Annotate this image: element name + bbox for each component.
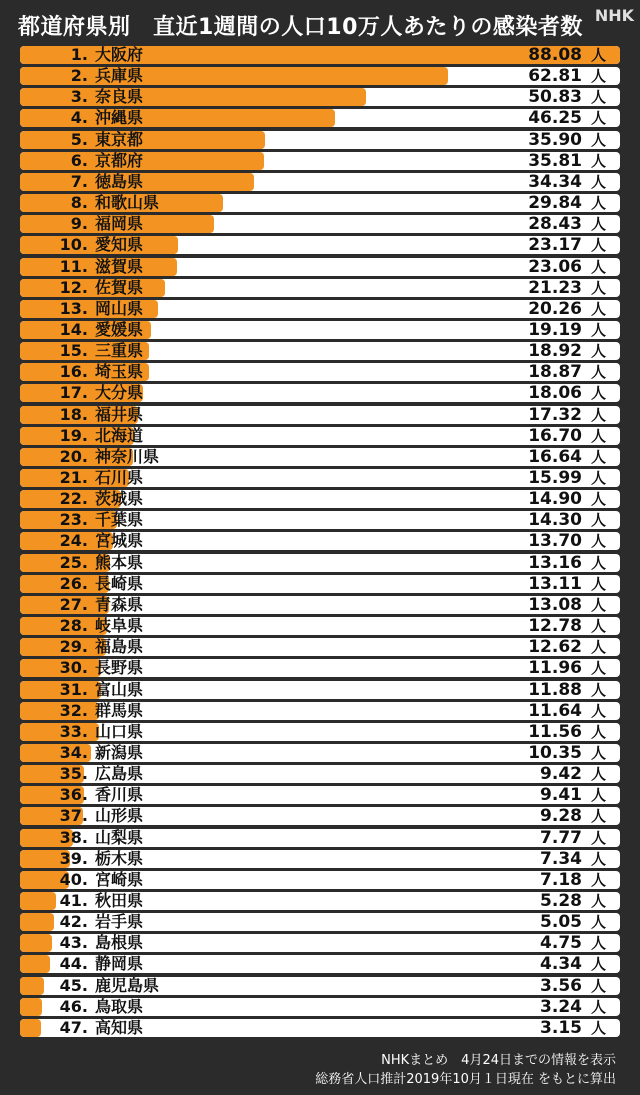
bar-row bbox=[20, 871, 620, 889]
rank-label: 29. bbox=[59, 638, 88, 657]
value-label: 7.34 bbox=[540, 849, 582, 868]
value-label: 3.56 bbox=[540, 976, 582, 995]
rank-label: 23. bbox=[59, 511, 88, 530]
value-label: 9.42 bbox=[540, 765, 582, 784]
unit-label: 人 bbox=[590, 765, 606, 784]
category-label: 山梨県 bbox=[95, 828, 144, 847]
rank-label: 32. bbox=[59, 701, 88, 720]
bar-row bbox=[20, 575, 620, 593]
rank-label: 14. bbox=[59, 320, 88, 339]
unit-label: 人 bbox=[590, 278, 606, 297]
bar-row bbox=[20, 88, 620, 106]
unit-label: 人 bbox=[590, 955, 606, 974]
bar-row bbox=[20, 850, 620, 868]
category-label: 長野県 bbox=[95, 659, 144, 678]
rank-label: 33. bbox=[59, 722, 88, 741]
unit-label: 人 bbox=[590, 786, 606, 805]
category-label: 東京都 bbox=[95, 130, 144, 149]
unit-label: 人 bbox=[590, 532, 606, 551]
unit-label: 人 bbox=[590, 892, 606, 910]
value-label: 11.56 bbox=[528, 722, 582, 741]
value-label: 21.23 bbox=[528, 278, 582, 297]
unit-label: 人 bbox=[590, 743, 606, 762]
bar-row bbox=[20, 681, 620, 699]
value-label: 17.32 bbox=[528, 405, 582, 424]
rank-label: 44. bbox=[59, 955, 88, 974]
rank-label: 24. bbox=[59, 532, 88, 551]
category-label: 千葉県 bbox=[95, 511, 144, 530]
category-label: 山形県 bbox=[95, 807, 144, 826]
bar-row bbox=[20, 236, 620, 254]
category-label: 福岡県 bbox=[95, 215, 144, 234]
unit-label: 人 bbox=[590, 215, 606, 234]
rank-label: 8. bbox=[70, 194, 88, 213]
rank-label: 7. bbox=[70, 172, 88, 191]
category-label: 栃木県 bbox=[95, 849, 144, 868]
bar-row bbox=[20, 131, 620, 149]
category-label: 大分県 bbox=[95, 384, 144, 403]
unit-label: 人 bbox=[590, 236, 606, 255]
rank-label: 6. bbox=[70, 151, 88, 170]
unit-label: 人 bbox=[590, 617, 606, 636]
category-label: 佐賀県 bbox=[95, 278, 144, 297]
value-label: 20.26 bbox=[528, 299, 582, 318]
bar-row bbox=[20, 152, 620, 170]
unit-label: 人 bbox=[590, 299, 606, 318]
unit-label: 人 bbox=[590, 109, 606, 128]
value-label: 46.25 bbox=[528, 109, 582, 128]
rank-label: 13. bbox=[59, 299, 88, 318]
category-label: 石川県 bbox=[95, 469, 144, 487]
unit-label: 人 bbox=[590, 701, 606, 720]
value-label: 18.87 bbox=[528, 363, 582, 382]
unit-label: 人 bbox=[590, 469, 606, 487]
rank-label: 37. bbox=[59, 807, 88, 826]
bar-row bbox=[20, 596, 620, 614]
unit-label: 人 bbox=[590, 46, 606, 64]
value-label: 13.08 bbox=[528, 595, 582, 614]
value-label: 4.34 bbox=[540, 955, 582, 974]
unit-label: 人 bbox=[590, 913, 606, 932]
value-label: 11.88 bbox=[528, 680, 582, 699]
category-label: 奈良県 bbox=[95, 88, 144, 107]
category-label: 長崎県 bbox=[95, 574, 144, 593]
value-label: 11.64 bbox=[528, 701, 582, 720]
value-label: 23.17 bbox=[528, 236, 582, 255]
value-label: 14.30 bbox=[528, 511, 582, 530]
footer-source-note: NHKまとめ 4月24日までの情報を表示 bbox=[381, 1053, 616, 1068]
value-label: 9.28 bbox=[540, 807, 582, 826]
category-label: 神奈川県 bbox=[95, 447, 160, 466]
category-label: 香川県 bbox=[95, 786, 144, 805]
footer-calculation-note: 総務省人口推計2019年10月１日現在 をもとに算出 bbox=[315, 1072, 616, 1087]
rank-label: 47. bbox=[59, 1018, 88, 1037]
rank-label: 42. bbox=[59, 913, 88, 932]
value-label: 29.84 bbox=[528, 194, 582, 213]
bar-row bbox=[20, 892, 620, 910]
rank-label: 30. bbox=[59, 659, 88, 678]
rank-label: 9. bbox=[70, 215, 88, 234]
bar-row bbox=[20, 934, 620, 952]
rank-label: 3. bbox=[70, 88, 88, 107]
value-label: 13.11 bbox=[528, 574, 582, 593]
bar-row bbox=[20, 215, 620, 233]
category-label: 鳥取県 bbox=[95, 997, 144, 1016]
rank-label: 18. bbox=[59, 405, 88, 424]
unit-label: 人 bbox=[590, 511, 606, 530]
category-label: 秋田県 bbox=[95, 892, 144, 910]
rank-label: 21. bbox=[59, 469, 88, 487]
bar-row bbox=[20, 406, 620, 424]
nhk-logo: NHK bbox=[594, 6, 634, 25]
chart-title: 都道府県別 直近1週間の人口10万人あたりの感染者数 bbox=[18, 15, 583, 40]
value-label: 19.19 bbox=[528, 320, 582, 339]
rank-label: 15. bbox=[59, 342, 88, 361]
category-label: 宮崎県 bbox=[95, 870, 144, 889]
unit-label: 人 bbox=[590, 88, 606, 107]
value-label: 5.05 bbox=[540, 913, 582, 932]
rank-label: 16. bbox=[59, 363, 88, 382]
value-label: 34.34 bbox=[528, 172, 582, 191]
value-label: 18.92 bbox=[528, 342, 582, 361]
value-label: 35.81 bbox=[528, 151, 582, 170]
category-label: 愛媛県 bbox=[95, 320, 144, 339]
category-label: 岩手県 bbox=[95, 913, 144, 932]
bar-row bbox=[20, 109, 620, 127]
category-label: 三重県 bbox=[95, 342, 144, 361]
rank-label: 46. bbox=[59, 997, 88, 1016]
value-label: 12.78 bbox=[528, 617, 582, 636]
unit-label: 人 bbox=[590, 870, 606, 889]
value-label: 15.99 bbox=[528, 469, 582, 487]
bar-row bbox=[20, 744, 620, 762]
unit-label: 人 bbox=[590, 405, 606, 424]
category-label: 愛知県 bbox=[95, 236, 144, 255]
unit-label: 人 bbox=[590, 934, 606, 953]
unit-label: 人 bbox=[590, 997, 606, 1016]
category-label: 熊本県 bbox=[95, 553, 144, 572]
rank-label: 27. bbox=[59, 595, 88, 614]
bar-row bbox=[20, 532, 620, 550]
category-label: 福井県 bbox=[95, 405, 144, 424]
unit-label: 人 bbox=[590, 194, 606, 213]
category-label: 鹿児島県 bbox=[95, 976, 160, 995]
unit-label: 人 bbox=[590, 849, 606, 868]
category-label: 新潟県 bbox=[95, 743, 144, 762]
unit-label: 人 bbox=[590, 1018, 606, 1037]
category-label: 福島県 bbox=[95, 638, 144, 657]
bar-row bbox=[20, 300, 620, 318]
category-label: 青森県 bbox=[95, 595, 144, 614]
category-label: 岡山県 bbox=[95, 299, 144, 318]
bar-row bbox=[20, 427, 620, 445]
rank-label: 20. bbox=[59, 447, 88, 466]
category-label: 静岡県 bbox=[95, 955, 144, 974]
bar-row bbox=[20, 638, 620, 656]
bar-row bbox=[20, 977, 620, 995]
category-label: 宮城県 bbox=[95, 532, 144, 551]
rank-label: 19. bbox=[59, 426, 88, 445]
category-label: 島根県 bbox=[95, 934, 144, 953]
bar-row bbox=[20, 194, 620, 212]
rank-label: 2. bbox=[70, 67, 88, 86]
value-label: 14.90 bbox=[528, 490, 582, 509]
bar-row bbox=[20, 617, 620, 635]
value-label: 35.90 bbox=[528, 130, 582, 149]
unit-label: 人 bbox=[590, 807, 606, 826]
rank-label: 12. bbox=[59, 278, 88, 297]
category-label: 山口県 bbox=[95, 722, 144, 741]
category-label: 高知県 bbox=[95, 1018, 144, 1037]
unit-label: 人 bbox=[590, 638, 606, 657]
value-label: 62.81 bbox=[528, 67, 582, 86]
bar-row bbox=[20, 765, 620, 783]
unit-label: 人 bbox=[590, 384, 606, 403]
rank-label: 26. bbox=[59, 574, 88, 593]
bar-row bbox=[20, 173, 620, 191]
unit-label: 人 bbox=[590, 828, 606, 847]
bar-row bbox=[20, 786, 620, 804]
bar-row bbox=[20, 448, 620, 466]
value-label: 88.08 bbox=[528, 46, 582, 64]
unit-label: 人 bbox=[590, 574, 606, 593]
bar-row bbox=[20, 67, 620, 85]
unit-label: 人 bbox=[590, 595, 606, 614]
bar-row bbox=[20, 723, 620, 741]
value-label: 16.70 bbox=[528, 426, 582, 445]
category-label: 大阪府 bbox=[95, 46, 144, 64]
bar-row bbox=[20, 469, 620, 487]
value-label: 13.16 bbox=[528, 553, 582, 572]
rank-label: 36. bbox=[59, 786, 88, 805]
unit-label: 人 bbox=[590, 553, 606, 572]
category-label: 徳島県 bbox=[95, 172, 144, 191]
bar-row bbox=[20, 490, 620, 508]
unit-label: 人 bbox=[590, 426, 606, 445]
unit-label: 人 bbox=[590, 447, 606, 466]
category-label: 富山県 bbox=[95, 680, 144, 699]
rank-label: 43. bbox=[59, 934, 88, 953]
rank-label: 31. bbox=[59, 680, 88, 699]
unit-label: 人 bbox=[590, 67, 606, 86]
rank-label: 38. bbox=[59, 828, 88, 847]
bar-row bbox=[20, 511, 620, 529]
bar-row bbox=[20, 829, 620, 847]
rank-label: 45. bbox=[59, 976, 88, 995]
unit-label: 人 bbox=[590, 320, 606, 339]
value-label: 11.96 bbox=[528, 659, 582, 678]
bar-row bbox=[20, 363, 620, 381]
rank-label: 17. bbox=[59, 384, 88, 403]
value-label: 28.43 bbox=[528, 215, 582, 234]
rank-label: 4. bbox=[70, 109, 88, 128]
rank-label: 28. bbox=[59, 617, 88, 636]
rank-label: 34. bbox=[59, 743, 88, 762]
rank-label: 25. bbox=[59, 553, 88, 572]
value-label: 18.06 bbox=[528, 384, 582, 403]
category-label: 滋賀県 bbox=[95, 257, 144, 276]
bar-row bbox=[20, 342, 620, 360]
bar-row bbox=[20, 321, 620, 339]
rank-label: 11. bbox=[59, 257, 88, 276]
category-label: 広島県 bbox=[95, 765, 144, 784]
bar-row bbox=[20, 955, 620, 973]
bar-row bbox=[20, 702, 620, 720]
value-label: 3.15 bbox=[540, 1018, 582, 1037]
unit-label: 人 bbox=[590, 976, 606, 995]
rank-label: 35. bbox=[59, 765, 88, 784]
value-label: 7.77 bbox=[540, 828, 582, 847]
bar-row bbox=[20, 913, 620, 931]
rank-label: 10. bbox=[59, 236, 88, 255]
value-label: 12.62 bbox=[528, 638, 582, 657]
unit-label: 人 bbox=[590, 257, 606, 276]
bar-row bbox=[20, 807, 620, 825]
category-label: 京都府 bbox=[95, 151, 144, 170]
bar-row bbox=[20, 998, 620, 1016]
rank-label: 1. bbox=[70, 46, 88, 64]
value-label: 50.83 bbox=[528, 88, 582, 107]
value-label: 10.35 bbox=[528, 743, 582, 762]
bar-row bbox=[20, 279, 620, 297]
unit-label: 人 bbox=[590, 659, 606, 678]
bar-row bbox=[20, 46, 620, 64]
unit-label: 人 bbox=[590, 722, 606, 741]
bar-row bbox=[20, 554, 620, 572]
category-label: 埼玉県 bbox=[95, 363, 144, 382]
unit-label: 人 bbox=[590, 680, 606, 699]
unit-label: 人 bbox=[590, 172, 606, 191]
category-label: 沖縄県 bbox=[95, 109, 144, 128]
bar-row bbox=[20, 1019, 620, 1037]
rank-label: 39. bbox=[59, 849, 88, 868]
bar-row bbox=[20, 384, 620, 402]
value-label: 16.64 bbox=[528, 447, 582, 466]
value-label: 13.70 bbox=[528, 532, 582, 551]
rank-label: 40. bbox=[59, 870, 88, 889]
rank-label: 5. bbox=[70, 130, 88, 149]
value-label: 3.24 bbox=[540, 997, 582, 1016]
rank-label: 41. bbox=[59, 892, 88, 910]
unit-label: 人 bbox=[590, 130, 606, 149]
unit-label: 人 bbox=[590, 363, 606, 382]
bar-row bbox=[20, 659, 620, 677]
category-label: 群馬県 bbox=[95, 701, 144, 720]
category-label: 茨城県 bbox=[95, 490, 144, 509]
bar-row bbox=[20, 258, 620, 276]
category-label: 兵庫県 bbox=[95, 67, 144, 86]
rank-label: 22. bbox=[59, 490, 88, 509]
unit-label: 人 bbox=[590, 490, 606, 509]
value-label: 9.41 bbox=[540, 786, 582, 805]
category-label: 岐阜県 bbox=[95, 617, 144, 636]
value-label: 23.06 bbox=[528, 257, 582, 276]
value-label: 4.75 bbox=[540, 934, 582, 953]
category-label: 和歌山県 bbox=[95, 194, 160, 213]
value-label: 7.18 bbox=[540, 870, 582, 889]
unit-label: 人 bbox=[590, 342, 606, 361]
value-label: 5.28 bbox=[540, 892, 582, 910]
unit-label: 人 bbox=[590, 151, 606, 170]
category-label: 北海道 bbox=[95, 426, 144, 445]
